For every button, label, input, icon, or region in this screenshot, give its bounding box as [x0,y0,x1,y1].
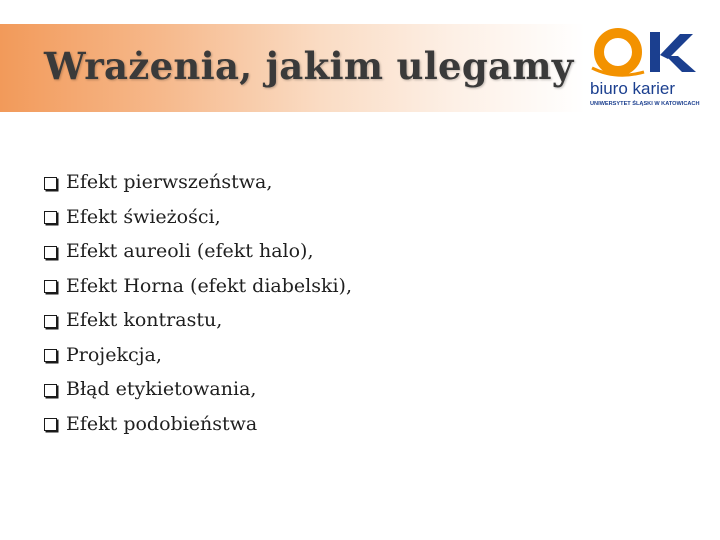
list-item [44,234,352,269]
list-item [44,372,352,407]
list-item-label: Projekcja, [66,343,162,366]
list-item-label: Efekt podobieństwa [66,412,258,435]
list-item-label: Błąd etykietowania, [66,378,257,401]
logo-k-leg [666,56,696,72]
list-item [44,338,352,373]
list-item-label: Efekt Horna (efekt diabelski), [66,274,352,297]
bullet-list [44,165,352,441]
list-item-label: Efekt aureoli (efekt halo), [66,240,314,263]
logo-subtitle: UNIWERSYTET ŚLĄSKI W KATOWICACH [590,101,700,107]
list-item-label: Efekt świeżości, [66,205,221,228]
checkbox-bullet-icon [44,315,57,328]
logo-name: biuro karier [590,79,676,98]
checkbox-bullet-icon [44,349,57,362]
checkbox-bullet-icon [44,384,57,397]
logo-k-stem [650,32,660,72]
checkbox-bullet-icon [44,280,57,293]
logo-o-mark [599,33,637,71]
checkbox-bullet-icon [44,177,57,190]
list-item [44,407,352,442]
list-item-label: Efekt kontrastu, [66,309,223,332]
checkbox-bullet-icon [44,246,57,259]
logo-graphic [586,28,710,110]
list-item [44,200,352,235]
list-item-label: Efekt pierwszeństwa, [66,171,273,194]
checkbox-bullet-icon [44,211,57,224]
biuro-karier-logo [586,28,710,110]
list-item [44,303,352,338]
list-item [44,269,352,304]
checkbox-bullet-icon [44,418,57,431]
list-item [44,165,352,200]
slide-title: Wrażenia, jakim ulegamy [44,44,574,88]
logo-k-arm [660,34,693,59]
